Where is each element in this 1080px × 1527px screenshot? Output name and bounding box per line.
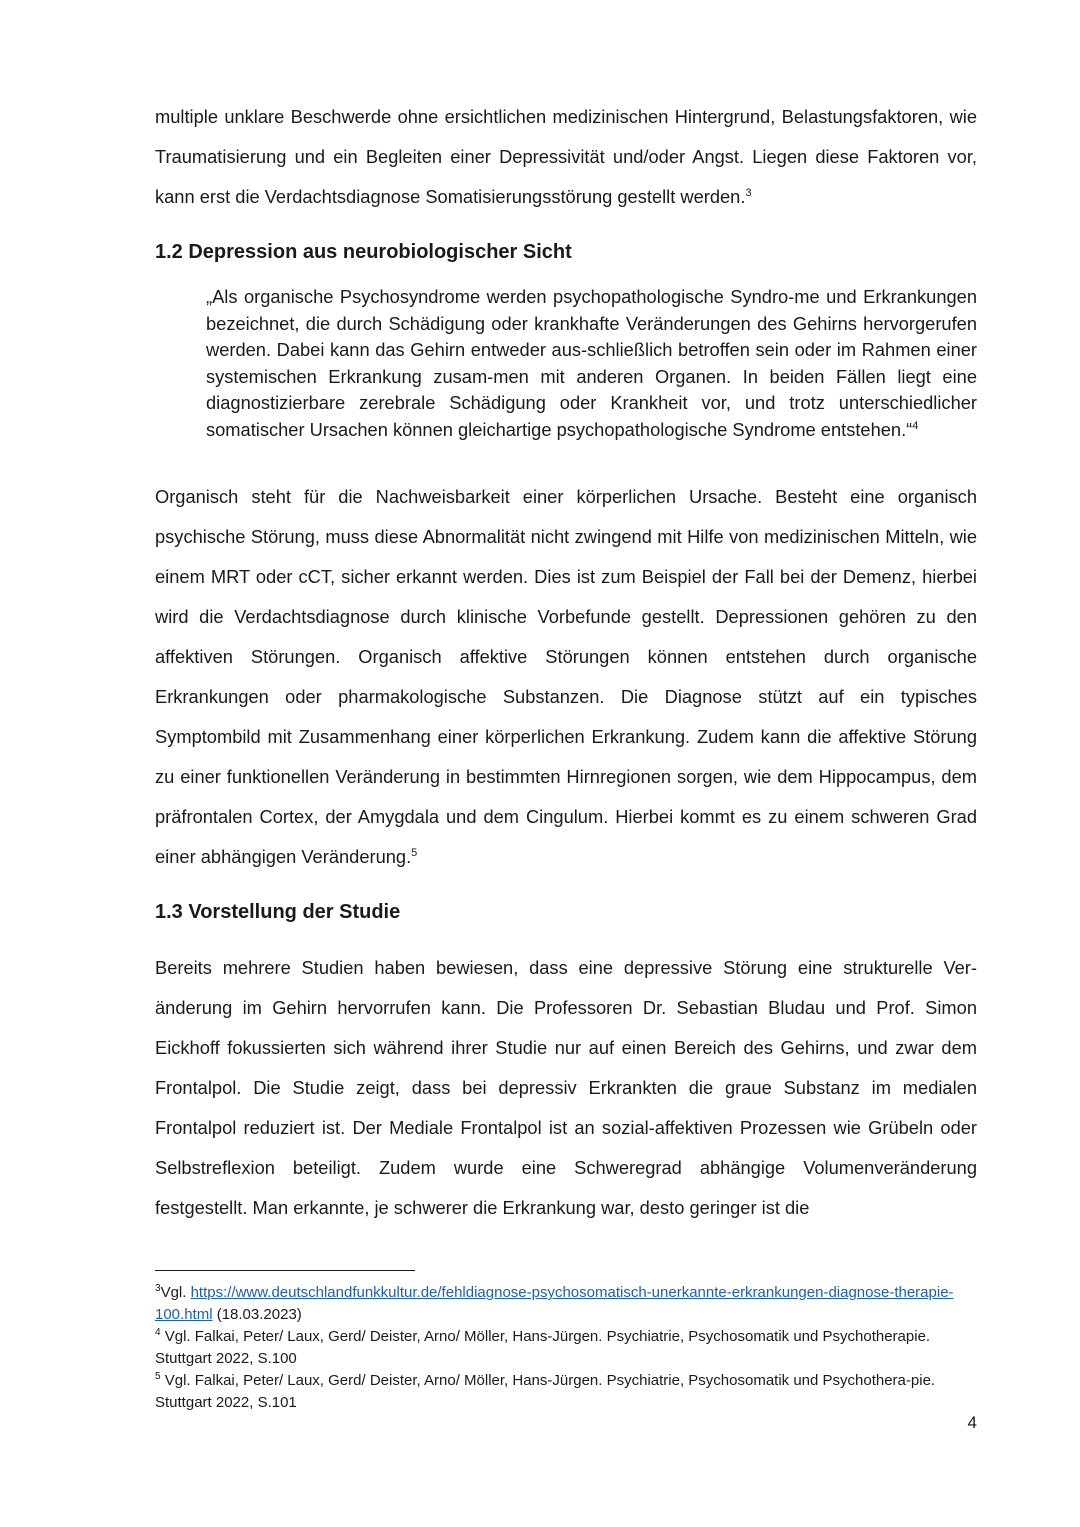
section-heading-1-2: 1.2 Depression aus neurobiologischer Sicht: [155, 241, 572, 263]
footnote-prefix: Vgl.: [160, 1284, 191, 1301]
footnote-3: [155, 1282, 977, 1326]
footnote-4: [155, 1326, 977, 1370]
organic-paragraph: [155, 477, 977, 877]
intro-paragraph-text: multiple unklare Beschwerde ohne ersichtlichen medizinischen Hintergrund, Belastungsfaktoren, wie Traumatisierung und ein Begleiten einer Depressivität und/oder Angst. Liegen diese Faktoren vor, kann erst die Verdachtsdiagnose Somatisierungsstörung gestellt werden.: [155, 106, 977, 207]
footnote-number: 4: [155, 1327, 161, 1338]
footnote-5: [155, 1370, 977, 1414]
footnote-ref-4[interactable]: 4: [912, 419, 919, 432]
organic-paragraph-text: Organisch steht für die Nachweisbarkeit einer körperlichen Ursache. Besteht eine organisch psychische Störung, muss diese Abnormalität nicht zwingend mit Hilfe von medizinischen Mitteln, wie einem MRT oder cCT, sicher erkannt werden. Dies ist zum Beispiel der Fall bei der Demenz, hierbei wird die Verdachtsdiagnose durch klinische Vorbefunde gestellt. Depressionen gehören zu den affektiven Störungen. Organisch affektive Störungen können entstehen durch organische Erkrankungen oder pharmakologische Substanzen. Die Diagnose stützt auf ein typisches Symptombild mit Zusammenhang einer körperlichen Erkrankung. Zudem kann die affektive Störung zu einer funktionellen Veränderung in bestimmten Hirnregionen sorgen, wie dem Hippocampus, dem präfrontalen Cortex, der Amygdala und dem Cingulum. Hierbei kommt es zu einem schweren Grad einer abhängigen Veränderung.: [155, 486, 977, 867]
study-paragraph: Bereits mehrere Studien haben bewiesen, dass eine depressive Störung eine strukturelle Veränderung im Gehirn hervorrufen kann. Die Professoren Dr. Sebastian Bludau und Prof. Simon Eickhoff fokussierten sich während ihrer Studie nur auf einen Bereich des Gehirns, und zwar dem Frontalpol. Die Studie zeigt, dass bei depressiv Erkrankten die graue Substanz im medialen Frontalpol reduziert ist. Der Mediale Frontalpol ist an sozial-affektiven Prozessen wie Grübeln oder Selbstreflexion beteiligt. Zudem wurde eine Schweregrad abhängige Volumenveränderung festgestellt. Man erkannte, je schwerer die Erkrankung war, desto geringer ist die: [155, 957, 977, 1218]
footnote-divider: [155, 1270, 415, 1271]
footnote-number: 3: [155, 1283, 161, 1294]
footnote-text: Vgl. Falkai, Peter/ Laux, Gerd/ Deister, Arno/ Möller, Hans-Jürgen. Psychiatrie, Psychosomatik und Psychothera-pie. Stuttgart 2022, S.101: [155, 1372, 936, 1411]
footnote-date: (18.03.2023): [212, 1306, 302, 1323]
footnote-source-link[interactable]: https://www.deutschlandfunkkultur.de/fehldiagnose-psychosomatisch-unerkannte-erkrankungen-diagnose-therapie-100.html: [155, 1284, 954, 1323]
footnote-ref-3[interactable]: 3: [745, 186, 752, 199]
block-quote: [206, 284, 977, 443]
page-number: 4: [967, 1413, 977, 1432]
section-heading-1-3: 1.3 Vorstellung der Studie: [155, 901, 401, 923]
footnote-number: 5: [155, 1371, 161, 1382]
footnote-text: Vgl. Falkai, Peter/ Laux, Gerd/ Deister, Arno/ Möller, Hans-Jürgen. Psychiatrie, Psychosomatik und Psychotherapie. Stuttgart 2022, S.100: [155, 1328, 931, 1367]
footnotes: [155, 1282, 977, 1414]
intro-paragraph: [155, 97, 977, 217]
block-quote-text: „Als organische Psychosyndrome werden psychopathologische Syndro-me und Erkrankungen bezeichnet, die durch Schädigung oder krankhafte Veränderungen des Gehirns hervorgerufen werden. Dabei kann das Gehirn entweder aus-schließlich betroffen sein oder im Rahmen einer systemischen Erkrankung zusam-men mit anderen Organen. In beiden Fällen liegt eine diagnostizierbare zerebrale Schädigung oder Krankheit vor, und trotz unterschiedlicher somatischer Ursachen können gleichartige psychopathologische Syndrome entstehen.“: [206, 286, 977, 440]
footnote-ref-5[interactable]: 5: [411, 846, 418, 859]
